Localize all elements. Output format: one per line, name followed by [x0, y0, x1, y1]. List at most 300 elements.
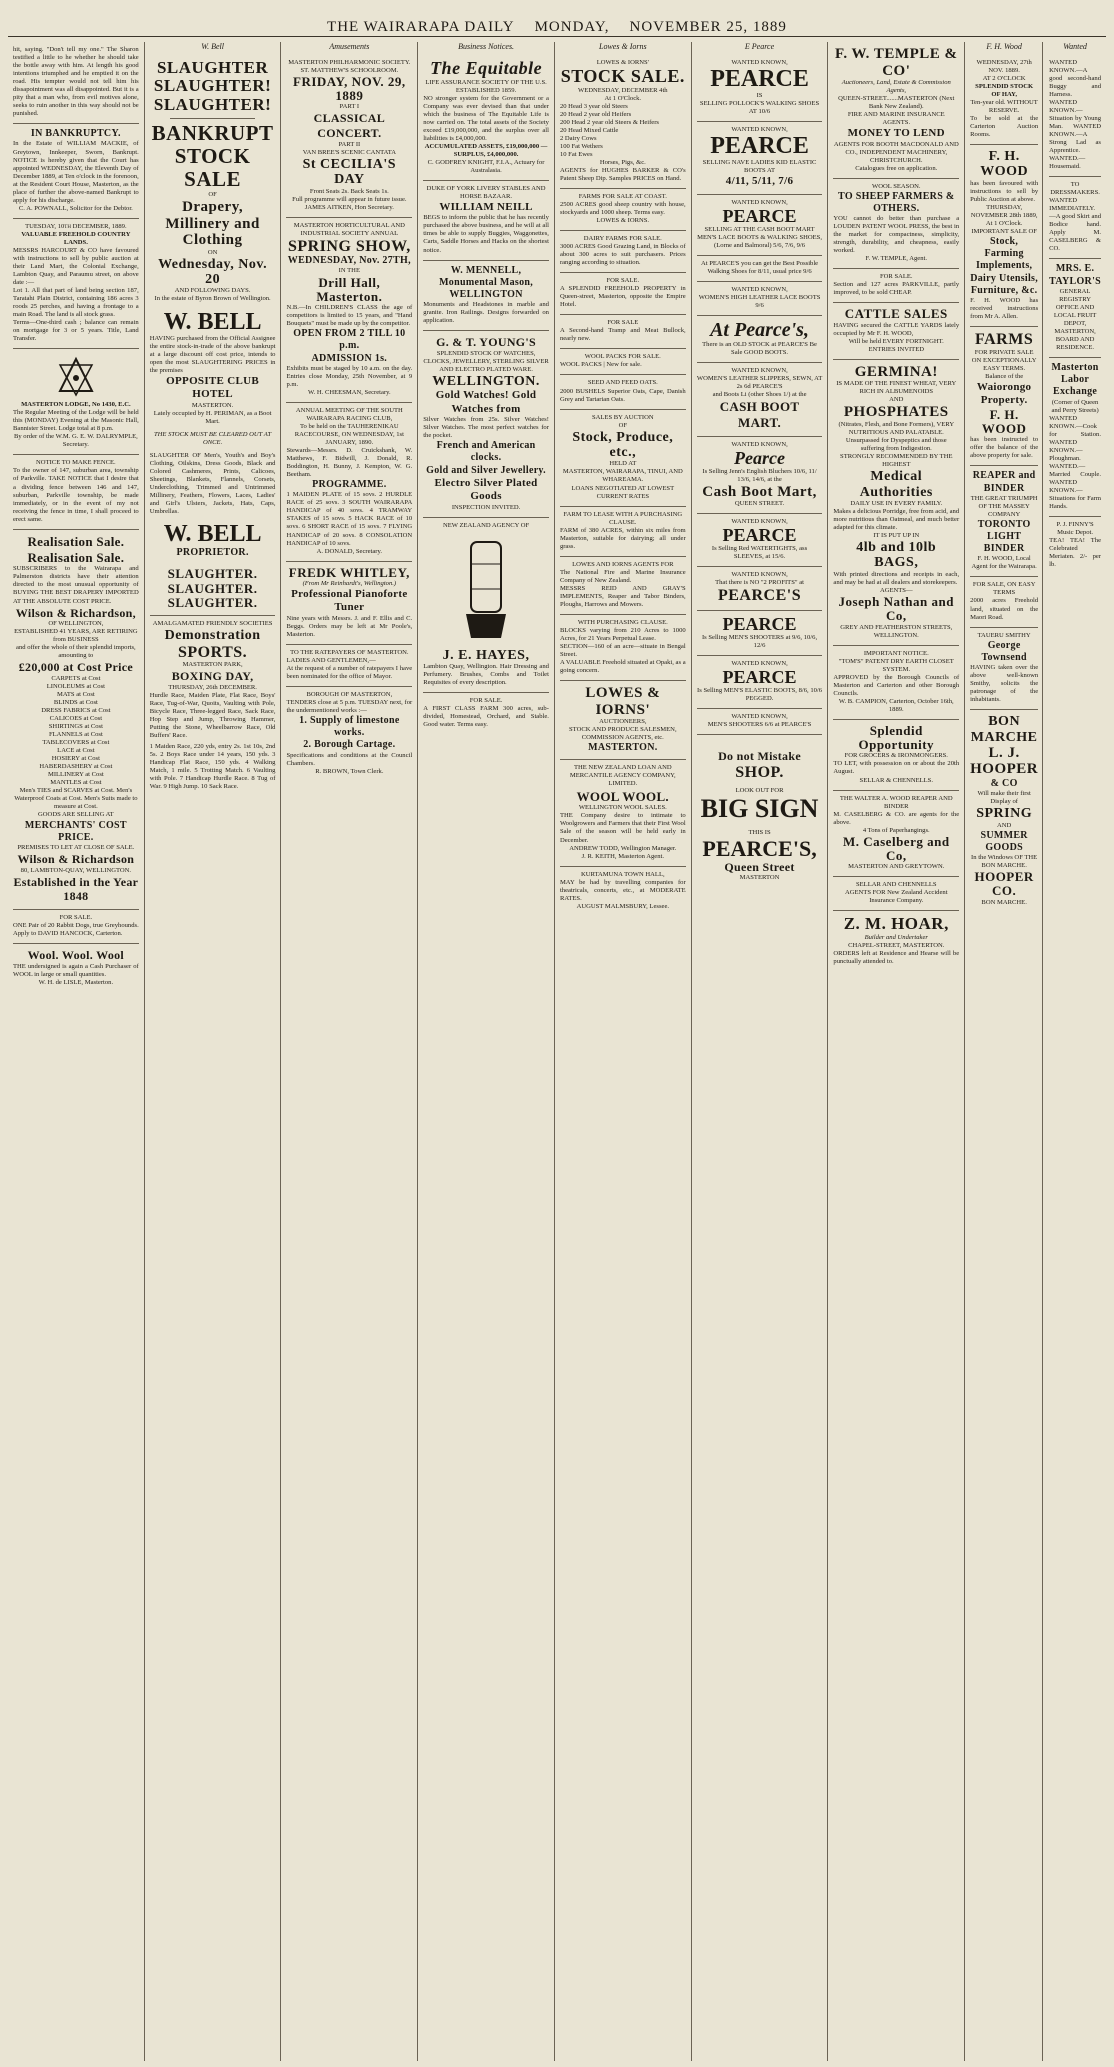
jewellery: Gold and Silver Jewellery.	[426, 464, 546, 476]
sale-date: Wednesday, Nov. 20	[158, 256, 268, 288]
column-7	[828, 42, 965, 2061]
bankruptcy-body: In the Estate of WILLIAM MACKIE, of Greytown, Innkeeper, Sworn, Bankrupt. NOTICE is hereby given that the Court has appointed WEDNESDAY, the Eleventh Day of December 1889, at Ten o'clock in the forenoon, at the Resident Court House, Masterton, as the place of further the above-named Bankrupt to apply for his discharge.	[13, 140, 139, 204]
hall-body: MAY be had by travelling companies for theatricals, concerts, etc., at MODERATE RATES.	[559, 878, 686, 902]
tuner-ad	[286, 562, 412, 645]
ratepayers-ad	[286, 645, 412, 687]
realisation-body: SUBSCRIBERS to the Wairarapa and Palmerston districts have their attention directed to the most unusual opportunity of BUYING THE BEST DRAPERY IMPORTED AT THE ABSOLUTE COST PRICE.	[13, 565, 139, 605]
wanted-known: WANTED KNOWN,	[731, 571, 788, 579]
pearce-name: Pearce	[734, 447, 786, 468]
pearce-ad-5	[697, 282, 823, 316]
temple-agents: AGENTS FOR BOOTH MACDONALD AND CO., INDEPENDENT MACHINERY, CHRISTCHURCH.	[833, 140, 959, 164]
slaughter-line: SLAUGHTER.	[167, 580, 258, 596]
wilson-established: ESTABLISHED 41 YEARS, ARE RETIRING from BUSINESS	[14, 628, 138, 644]
temple-sig: F. W. TEMPLE, Agent.	[865, 255, 927, 263]
is-label: IS	[756, 91, 763, 99]
sellar: SELLAR & CHENNELLS.	[859, 776, 933, 784]
column-8-right	[1049, 42, 1101, 2061]
big-sign: BIG SIGN	[700, 794, 819, 824]
pearce-name: PEARCE	[722, 613, 797, 634]
mason-ad	[423, 261, 549, 332]
forsale-body: ONE Pair of 20 Rabbit Dogs, true Greyhounds. Apply to DAVID HANCOCK, Carterton.	[13, 921, 139, 937]
freehold-ad	[560, 273, 686, 315]
hay-ad	[970, 55, 1038, 145]
goods-item: MANTLES at Cost	[50, 779, 102, 787]
drapery-title: Drapery, Millinery and Clothing	[165, 199, 260, 249]
wanted-known: WANTED KNOWN,	[731, 712, 788, 720]
hooper-co: HOOPER CO.	[974, 869, 1034, 899]
column-head: F. H. Wood	[986, 42, 1022, 51]
slaughter-line: SLAUGHTER!	[153, 76, 272, 96]
recommended: STRONGLY RECOMMENDED BY THE HIGHEST	[840, 453, 953, 469]
lowes-iorns: LOWES & IORNS'	[585, 685, 661, 718]
goods-item: TABLECOVERS at Cost	[42, 739, 110, 747]
daily-body: Makes a delicious Porridge, free from acid, and more nutritious than Oatmeal, and much better adapted for this climate.	[833, 507, 960, 531]
mennell-wellington: WELLINGTON	[449, 288, 523, 300]
secretary: JAMES AITKEN, Hon Secretary.	[304, 203, 394, 211]
campion: W. B. CAMPION, Carterton, October 16th, 1889.	[838, 697, 954, 713]
reaper-head: THE WALTER A. WOOD REAPER AND BINDER	[839, 794, 953, 810]
wanted-known: WANTED KNOWN,	[731, 366, 788, 374]
lowes-name: LOWES & IORNS'	[596, 58, 649, 66]
auction-title: VALUABLE FREEHOLD COUNTRY LANDS.	[21, 230, 131, 246]
oats-body: 2000 BUSHELS Superior Oats, Cape, Danish Grey and Tartarian Oats.	[559, 387, 686, 403]
classical-concert: CLASSICAL CONCERT.	[313, 111, 386, 141]
lj-hooper: L. J. HOOPER	[970, 744, 1039, 778]
registry: GENERAL REGISTRY OFFICE AND LOCAL FRUIT DEPOT,	[1053, 287, 1097, 327]
wilson-offer: and offer the whole of their splendid imports, amounting to	[16, 644, 136, 660]
watches-body: Silver Watches from 25s. Silver Watches! Silver Watches. The most perfect watches for the pocket.	[423, 416, 549, 440]
bell-slaughter-ad	[150, 55, 276, 617]
bell-body: HAVING purchased from the Official Assignee the entire stock-in-trade of the above bankrupt at a large discount off cost price, intends to open the most SLAUGHTERING PRICES in the premises	[149, 334, 276, 374]
important: IMPORTANT NOTICE.	[863, 649, 929, 657]
lease-body: FARM of 380 ACRES, within six miles from Masterton, suitable for dairying; all under grass.	[559, 526, 686, 550]
farm-ad	[423, 693, 549, 734]
malmsbury: AUGUST MALMSBURY, Lessee.	[576, 902, 670, 910]
spec: Specifications and conditions at the Council Chambers.	[286, 751, 413, 767]
wool-packs-ad	[560, 349, 686, 375]
tramp-body: A Second-hand Tramp and Meat Bullock, nearly new.	[559, 327, 686, 343]
fortnight: Will be held EVERY FORTNIGHT.	[848, 337, 944, 345]
spring: SPRING	[976, 806, 1033, 822]
farms-private: FOR PRIVATE SALE ON EXCEPTIONALLY EASY TERMS.	[971, 348, 1037, 372]
bankruptcy-head: IN BANKRUPTCY.	[30, 128, 121, 140]
tuner-body: Nine years with Messrs. J. and F. Ellis and C. Beggs. Orders may be left at Mr Poole's, Masterton.	[286, 614, 413, 638]
fh2: F. H. WOOD has received instructions from Mr A. Allen.	[970, 297, 1039, 321]
fh3-body: has been instructed to offer the balance of the above property for sale.	[970, 436, 1039, 460]
admission-body: Exhibits must be staged by 10 a.m. on the day. Entries close Monday, 25th November, at 9 p.m.	[286, 364, 413, 388]
great-triumph: THE GREAT TRIUMPH OF THE MASSEY COMPANY	[970, 494, 1038, 518]
spec-sig: R. BROWN, Town Clerk.	[315, 767, 384, 775]
womens-slippers: WOMEN'S LEATHER SLIPPERS, SEWN, AT 2s 6d PEARCE'S	[696, 375, 823, 391]
valuable: A VALUABLE Freehold situated at Opaki, as a going concern.	[559, 659, 686, 675]
sports-date: THURSDAY, 26th DECEMBER.	[168, 684, 257, 691]
pearce-name: PEARCE	[722, 525, 797, 546]
and-co: & CO	[990, 777, 1018, 789]
masthead-date: NOVEMBER 25, 1889	[629, 19, 787, 35]
racing-sig: A. DONALD, Secretary.	[316, 547, 382, 555]
equitable-policy: ACCUMULATED ASSETS, £19,000,000 — SURPLUS, £4,000,000.	[424, 142, 548, 158]
board: BOARD AND RESIDENCE.	[1055, 336, 1095, 352]
young-wellington: WELLINGTON.	[432, 373, 540, 389]
cattle-sales: CATTLE SALES	[844, 306, 948, 322]
lot-item: 20 Head 3 year old Steers	[559, 102, 628, 110]
taylor: MRS. E. TAYLOR'S	[1049, 263, 1102, 287]
summer: SUMMER GOODS	[980, 829, 1028, 853]
column-3	[281, 42, 418, 2061]
toms-body: APPROVED by the Borough Councils of Masterton and Carterton and other Borough Councils.	[833, 673, 960, 697]
anderson: ANDREW TODD, Wellington Manager.	[569, 844, 677, 852]
lodge-body: The Regular Meeting of the Lodge will be held this (MONDAY) Evening at the Masonic Hall, Bannister Street. Lodge total at 8 p.m.	[13, 409, 139, 433]
temple-name: F. W. TEMPLE & CO'	[835, 46, 958, 79]
unsurpassed: Unsurpassed for Dyspeptics and those suffering from Indigestion.	[845, 436, 947, 453]
pearce-name: PEARCE	[710, 65, 809, 92]
opportunity-ad	[833, 720, 959, 791]
entries: ENTRIES INVITED	[868, 345, 925, 353]
zm-hoar: Z. M. HOAR,	[843, 914, 949, 934]
column-6	[692, 42, 829, 2061]
hayes-body: Lambton Quay, Wellington. Hair Dressing and Perfumery. Brushes, Combs and Toilet Requisites of every description.	[423, 663, 549, 687]
fence-body: To the owner of 147, suburban area, township of Parkville. TAKE NOTICE that I desire that a dividing fence between 146 and 147, suburban, Parkville township, be made immediately, or in the event of my not receiving the fence in time, I shall proceed to erect same.	[13, 467, 139, 523]
goods-note: GOODS ARE SELLING AT	[38, 811, 114, 819]
lately: Lately occupied by H. PERIMAN, as a Boot Mart.	[153, 409, 272, 425]
phosphates: PHOSPHATES	[843, 404, 949, 421]
stock-body: SLAUGHTER OF Men's, Youth's and Boy's Clothing, Oilskins, Dress Goods, Black and Colored Cashmeres, Prints, Calicoes, Sheetings, Blankets, Flannels, Corsets, Underclothing, Trimmed and Untrimmed Millinery, Feathers, Flowers, Laces, Ladies' and Girl's Ulsters, Jackets, Hats, Caps, Umbrellas.	[149, 451, 276, 516]
equitable-agent: C. GODFREY KNIGHT, F.I.A., Actuary for Australasia.	[427, 158, 545, 174]
wool-sales-body: THE Company desire to intimate to Woolgrowers and Farmers that their First Wool Sale of the season will be held early in December.	[559, 812, 686, 844]
wool-body: THE undersigned is again a Cash Purchaser of WOOL in large or small quantities.	[13, 962, 139, 978]
catalogues: Catalogues free on application.	[855, 164, 938, 172]
do-not-mistake: Do not Mistake	[718, 748, 801, 763]
dressmakers: TO DRESSMAKERS.	[1050, 181, 1100, 197]
lowes-iorns-ad	[560, 681, 686, 760]
brush-illustration-icon	[423, 534, 549, 644]
cattle-body: HAVING secured the CATTLE YARDS lately occupied by Mr F. H. WOOD,	[833, 321, 960, 337]
auction-body: MESSRS HARCOURT & CO have favoured with instructions to sell by public auction at their Land Mart, the Colonial Exchange, Lambton Quay, and Paraumu street, on above date :—	[13, 246, 139, 286]
lot-list	[560, 103, 686, 159]
wool-season: WOOL SEASON.	[872, 182, 921, 190]
tramp-head: FOR SALE	[607, 319, 639, 327]
germina-ad	[833, 360, 959, 646]
agents-2: AGENTS—	[879, 586, 913, 594]
sale-day: WEDNESDAY, DECEMBER 4th	[578, 86, 668, 94]
lowes-stock-ad	[560, 55, 686, 189]
sellar-agents: AGENTS FOR New Zealand Accident Insurance Company.	[844, 889, 948, 905]
borough: BOROUGH OF MASTERTON,	[306, 690, 393, 698]
pearce-ad-10	[697, 567, 823, 611]
grey-street: GREY AND FEATHERSTON STREETS, WELLINGTON.	[840, 623, 953, 639]
masthead-day: MONDAY,	[534, 19, 610, 35]
sports-events: Hurdle Race, Maiden Plate, Flat Race, Boys' Race, Tug-of-War, Quoits, Vaulting with Pole, Bicycle Race, Three-legged Race, Sack Race, Hop Step and Jump, Throwing Hammer, Putting the Stone, Wheelbarrow Race, Old Buffers' Race.	[149, 692, 276, 740]
windows: In the Windows OF THE BON MARCHE.	[971, 853, 1038, 869]
lease-ad	[560, 507, 686, 557]
temple-address: QUEEN-STREET.......MASTERTON (Next Bank New Zealand).	[838, 95, 955, 111]
bon-marche: BON MARCHE	[970, 714, 1038, 745]
dairy-farms-ad	[560, 231, 686, 273]
wanted-body: WANTED KNOWN.—A good second-hand Buggy and Harness. WANTED KNOWN.—Situation by Young Man. WANTED KNOWN.—A Strong Lad as Apprentice. WANTED.—Housemaid.	[1049, 58, 1101, 171]
at-pearces: At Pearce's,	[710, 318, 809, 341]
column-head: Amusements	[329, 42, 370, 51]
spring-show: SPRING SHOW,	[287, 237, 411, 255]
farms-balance: Balance of the	[985, 372, 1024, 380]
auctioneers: AUCTIONEERS,	[599, 718, 647, 726]
parkville-ad	[833, 269, 959, 303]
oats-ad	[560, 375, 686, 409]
land-auction	[13, 219, 139, 349]
hay-body: Ten-year old. WITHOUT RESERVE.	[970, 98, 1038, 114]
realisation-ad	[13, 530, 139, 910]
horses: Horses, Pigs, &c.	[599, 158, 646, 166]
waiorongo: Waiorongo Property.	[976, 380, 1032, 407]
show-open: OPEN FROM 2 TILL 10 p.m.	[293, 328, 406, 352]
pearce-ad-3	[697, 195, 823, 256]
pearce-bluchers: Is Selling Jenn's English Bluchers 10/6, 11/ 13/6, 14/6, at the	[702, 467, 817, 483]
wanted-known: WANTED KNOWN,	[731, 126, 788, 134]
inspection: INSPECTION INVITED.	[451, 503, 521, 511]
wanted-known: WANTED KNOWN,	[731, 518, 788, 526]
bankrupt-title: BANKRUPT	[151, 120, 274, 145]
electro: Electro Silver Plated Goods	[434, 476, 538, 503]
pearce-ad-1	[697, 55, 823, 122]
and: AND	[996, 821, 1012, 829]
germina-title: GERMINA!	[854, 363, 938, 380]
chapel-body: ORDERS left at Residence and Hearse will be punctually attended to.	[833, 950, 960, 966]
nz-insurance: The National Fire and Marine Insurance Company of New Zealand.	[559, 568, 686, 584]
pearce-best: At PEARCE'S you can get the Best Possible Walking Shoes for 8/11, usual price 9/6	[700, 259, 819, 275]
proprietor: PROPRIETOR.	[176, 547, 249, 559]
seed-head: SEED AND FEED OATS.	[587, 379, 658, 387]
goods-item: HOSIERY at Cost	[51, 755, 100, 763]
agents: AGENTS for HUGHES BARKER & CO's Patent Sheep Dip. Samples PRICES on Hand.	[559, 166, 686, 182]
column-head: E Pearce	[744, 42, 775, 51]
goods-item: MILLINERY at Cost	[47, 771, 104, 779]
temple-ad	[833, 42, 959, 179]
on-label: ON	[207, 248, 218, 256]
held-at: HELD AT	[609, 460, 637, 468]
column-head: W. Bell	[201, 42, 224, 51]
pearce-ad-13	[697, 709, 823, 735]
ladies-body: At the request of a number of ratepayers I have been nominated for the office of Mayor.	[286, 664, 413, 680]
neill-body: BEGS to inform the public that he has recently purchased the above business, and he will at all times be able to supply Buggies, Waggonettes, Carts, Saddle Horses and Hacks on the shortest notice.	[423, 214, 549, 254]
fence-head: NOTICE TO MAKE FENCE.	[36, 459, 116, 467]
pearce-watertights: Is Selling Red WATERTIGHTS, ass SLEEVES, at 15/6.	[711, 545, 808, 561]
goods-item: LACE at Cost	[57, 747, 95, 755]
hay: SPLENDID STOCK OF HAY,	[975, 82, 1034, 98]
realisation-title-1: Realisation Sale.	[27, 533, 125, 549]
william-neill: WILLIAM NEILL	[439, 200, 533, 213]
lot-item: 20 Head Mixed Cattle	[559, 126, 619, 134]
pearce-ad-4	[697, 256, 823, 282]
wilson-of: OF WELLINGTON,	[48, 620, 104, 628]
column-2	[145, 42, 282, 2061]
wilson-address: 80, LAMBTON-QUAY, WELLINGTON.	[20, 866, 132, 874]
stock-sale-title: STOCK SALE	[174, 143, 251, 191]
loans: LOANS NEGOTIATED AT LOWEST CURRENT RATES	[571, 484, 675, 500]
temple-sub: Auctioneers, Land, Estate & Commission Agents,	[841, 79, 951, 95]
germina-body: IS MADE OF THE FINEST WHEAT, VERY RICH IN ALBUMENOIDS	[836, 380, 957, 396]
freehold-head: FOR SALE.	[606, 277, 640, 285]
boxing-day: BOXING DAY,	[171, 669, 254, 684]
mennell-body: Monuments and Headstones in marble and granite. Iron Railings. Designs forwarded on application.	[423, 301, 549, 325]
goods-list	[13, 675, 139, 787]
works-2: 2. Borough Cartage.	[303, 739, 396, 751]
lot-item: 2 Dairy Cows	[559, 134, 597, 142]
parkville-head: FOR SALE.	[879, 273, 913, 281]
wanted-known: WANTED KNOWN,	[731, 285, 788, 293]
masterton-greytown: MASTERTON AND GREYTOWN.	[848, 863, 945, 871]
parkville-body: Section and 127 acres PARKVILLE, partly improved, to be sold CHEAP.	[833, 281, 960, 297]
column-8-left	[970, 42, 1043, 2061]
sheep-body: YOU cannot do better than purchase a LOUDEN PATENT WOOL PRESS, the best in the market for compactness, simplicity, strength, durability, and cheapness, easily worked.	[833, 215, 960, 255]
labor-body: WANTED KNOWN.—Cook for Station. WANTED KNOWN.—Ploughman. WANTED.—Married Couple. WANTED KNOWN.—Situations for Farm Hands.	[1049, 414, 1101, 511]
auction-head: SALES BY AUCTION	[591, 413, 654, 421]
wool-ad	[13, 944, 139, 992]
st-cecilias-day: St CECILIA'S DAY	[302, 156, 397, 188]
masonic-emblem-icon	[13, 357, 139, 397]
auction-date: TUESDAY, 10th DECEMBER, 1889.	[25, 222, 127, 230]
wool-head: Wool. Wool. Wool	[27, 947, 125, 962]
stock-produce: Stock, Produce, etc.,	[572, 429, 674, 461]
fh-wood: F. H. WOOD	[980, 149, 1029, 180]
wood-at: AT 2 O'CLOCK	[982, 74, 1026, 82]
gold-watches: Gold Watches! Gold Watches from	[435, 389, 537, 415]
fh-farming: Stock, Farming Implements, Dairy Utensils, Furniture, &c.	[970, 236, 1039, 296]
look-out: LOOK OUT FOR	[735, 787, 784, 795]
races: 1 MAIDEN PLATE of 15 sovs. 2 HURDLE RACE of 25 sovs. 3 SOUTH WAIRARAPA HANDICAP of 40 sovs. 4 TRAMWAY STAKES of 15 sovs. 5 HACK RACE of 10 sovs. 6 SHORT RACE of 15 sovs. 7 FLYING HANDICAP of 20 sovs. 8 CONSOLATION HANDICAP of 10 sovs.	[286, 491, 413, 547]
wanted-known: WANTED KNOWN,	[731, 440, 788, 448]
goods-item: LINOLEUMS at Cost	[46, 682, 105, 690]
young-ad	[423, 331, 549, 517]
easy-head: FOR SALE, ON EASY TERMS	[972, 581, 1036, 597]
george: George Townsend	[981, 639, 1027, 663]
masterton-label: MASTERTON.	[191, 401, 234, 409]
pearce-sign-ad	[697, 735, 823, 887]
finny: P. J. FINNY'S Music Depot.	[1056, 521, 1094, 537]
seats: Front Seats 2s. Back Seats 1s.	[309, 187, 389, 195]
no-profits: That there is NO "2 PROFITS" at	[715, 579, 804, 587]
tea-body: TEA! TEA! The Celebrated Meriaten. 2/- per lb.	[1049, 537, 1101, 569]
fh3: F. H. WOOD	[981, 406, 1027, 436]
reaper-binder: REAPER and BINDER	[972, 470, 1036, 494]
builder: Builder and Undertaker	[864, 934, 928, 942]
dairy-head: DAIRY FARMS FOR SALE.	[583, 235, 662, 243]
racing-ad	[286, 403, 412, 562]
masterton: MASTERTON	[739, 874, 780, 882]
farms-body: 2500 ACRES good sheep country with house, stockyards and 1000 sheep. Terms easy.	[559, 200, 686, 217]
wellington-wool: WELLINGTON WOOL SALES.	[578, 804, 667, 812]
easy-terms-ad	[970, 577, 1038, 627]
wanted-ad	[1049, 55, 1101, 177]
town-hall-ad	[560, 867, 686, 916]
pearce-name: PEARCE	[710, 133, 809, 160]
nz-agency: NEW ZEALAND AGENCY OF	[442, 521, 530, 529]
packets: IT IS PUT UP IN	[873, 532, 920, 540]
auction-terms: Terms—One-third cash ; balance can remain on mortgage for 3 or 5 years. Title, Land Transfer.	[13, 319, 139, 343]
coast-farms-ad	[560, 189, 686, 231]
bankruptcy-sig: C. A. POWNALL, Solicitor for the Debtor.	[18, 204, 133, 212]
auction-ad	[560, 410, 686, 507]
part-2: PART II	[338, 140, 361, 148]
farms-head: FARMS FOR SALE AT COAST.	[578, 192, 667, 200]
slaughter-line: SLAUGHTER.	[167, 595, 258, 611]
wool-packs: WOOL PACKS | New for sale.	[559, 361, 642, 369]
mennell: W. MENNELL, Monumental Mason,	[439, 264, 534, 288]
loan-agency-ad	[560, 760, 686, 866]
cash-boot-mart: CASH BOOT MART.	[719, 399, 800, 430]
show-sig: W. H. CHEESMAN, Secretary.	[308, 388, 391, 396]
display: Will make their first Display of	[977, 790, 1031, 806]
binder-ad	[970, 466, 1038, 577]
sports-ad	[150, 616, 276, 796]
grocers: FOR GROCERS & IRONMONGERS.	[844, 752, 948, 760]
part-1: PART I	[339, 103, 360, 111]
lodge-sig: By order of the W.M. G. E. W. DALRYMPLE, Secretary.	[13, 433, 138, 449]
goods-item: DRESS FABRICS at Cost	[41, 707, 111, 715]
goods-item: HABERDASHERY at Cost	[39, 763, 113, 771]
goods-item: BLINDS at Cost	[53, 699, 98, 707]
pearces: PEARCE'S	[717, 587, 802, 605]
equitable-ad	[423, 55, 549, 181]
tea-ad	[1049, 517, 1101, 574]
lot-item: 100 Fat Wethers	[559, 142, 603, 150]
closet-ad	[833, 646, 959, 720]
george-body: HAVING taken over the above well-known Smithy, solicits the patronage of the inhabitants.	[970, 663, 1039, 704]
pearce-ladies: SELLING NAVE LADIES KID ELASTIC BOOTS AT	[702, 159, 817, 175]
show-nb: N.B.—In CHILDREN'S CLASS the age of competitors is limited to 15 years, and "Hand Bouquets" must be made up by the competitor.	[286, 304, 413, 328]
taylor-masterton: MASTERTON,	[1054, 328, 1096, 335]
commission: COMMISSION AGENTS, etc.	[581, 734, 664, 742]
freehold-body: A SPLENDID FREEHOLD PROPERTY in Queen-street, Masterton, opposite the Empire Hotel.	[559, 285, 686, 309]
french-clocks: French and American clocks.	[436, 440, 536, 464]
cattle-ad	[833, 303, 959, 359]
equitable-title: The Equitable	[430, 57, 543, 78]
show-date: WEDNESDAY, Nov. 27TH,	[287, 255, 411, 267]
admission: ADMISSION 1s.	[311, 352, 388, 364]
cantata: VAN BREE'S SCENIC CANTATA	[302, 148, 396, 156]
blocks: BLOCKS varying from 210 Acres to 1000 Acres, for 21 Years Perpetual Lease.	[559, 626, 686, 642]
shop: SHOP.	[735, 763, 784, 781]
wanted-head: Wanted	[1063, 42, 1087, 51]
equitable-body: NO stronger system for the Government or a Company was ever devised than that under which the business of The Equitable Life is now carried on. The total assets of the Society exceed £19,000,000, and the surplus over all liabilities is £4,000,000.	[423, 94, 549, 142]
goods-item: FLANNELS at Cost	[48, 731, 103, 739]
wool-sig: W. H. de LISLE, Masterton.	[38, 978, 114, 986]
pearce-price: 4/11, 5/11, 7/6	[725, 175, 794, 188]
chapel-street: CHAPEL-STREET, MASTERTON.	[848, 942, 945, 950]
cash-boot-mart-2: Cash Boot Mart,	[702, 483, 817, 500]
column-8	[965, 42, 1106, 2061]
farm-body: A FIRST CLASS FARM 300 acres, sub-divided, Homestead, Orchard, and Stable. Good water. Terms easy.	[423, 705, 549, 729]
wool-wool: WOOL WOOL.	[576, 788, 669, 804]
hayes-ad	[423, 518, 549, 694]
racing-date: To be held on the TAUHERENIKAU RACECOURSE, ON WEDNESDAY, 1st JANUARY, 1890.	[294, 422, 404, 446]
this-is: THIS IS	[748, 828, 771, 836]
columns	[8, 42, 1106, 2061]
fire-agents: FIRE AND MARINE INSURANCE AGENTS.	[847, 111, 945, 127]
implements: MESSRS REID AND GRAY'S IMPLEMENTS, Reaper and Tabor Binders, Ploughs, Harrows and Mowers.	[559, 584, 686, 608]
masthead	[8, 6, 1106, 37]
pearce-ad-7	[697, 363, 823, 437]
pearce-selling: SELLING POLLOCK'S WALKING SHOES AT 10/6	[699, 100, 820, 116]
horticultural: MASTERTON HORTICULTURAL AND INDUSTRIAL SOCIETY ANNUAL	[293, 221, 405, 237]
sports-park: MASTERTON PARK,	[182, 661, 243, 669]
fh-wood-ad	[970, 145, 1038, 327]
farms-title: FARMS	[975, 331, 1034, 349]
following-days: AND FOLLOWING DAYS.	[174, 287, 251, 295]
story-end: hit, saying. "Don't tell my one." The Sharon testified a little to he whether he should take the bottle away with him. At length his good intentions triumphed and he emptied it on the road. His tempter would not tell him his dissapointment was all disappointed. But it is a pity that a man who, from evil motives alone, seeks to ruin another in this way should not be punished.	[13, 42, 139, 124]
money-to-lend: MONEY TO LEND	[847, 127, 945, 140]
farm-forsale: FOR SALE.	[469, 697, 503, 705]
fh-important: IMPORTANT SALE OF	[971, 228, 1037, 236]
dogs-for-sale	[13, 910, 139, 944]
